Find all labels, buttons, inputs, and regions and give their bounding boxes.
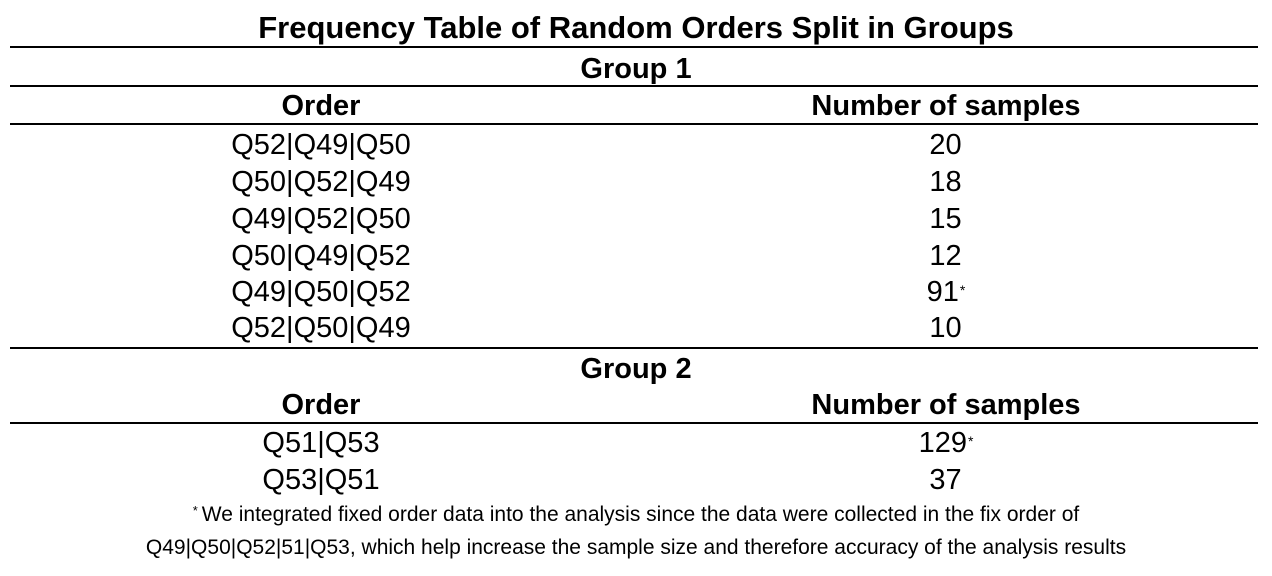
group-2-header-order: Order	[281, 389, 361, 421]
order-cell: Q50|Q52|Q49	[231, 166, 411, 198]
table-row	[0, 274, 1272, 311]
footnote-marker: *	[959, 282, 966, 298]
order-cell: Q49|Q52|Q50	[231, 203, 411, 235]
footnote-line-1: * We integrated fixed order data into the analysis since the data were collected in the fix order of	[192, 503, 1080, 526]
order-cell: Q49|Q50|Q52	[231, 276, 411, 308]
count-cell: 18	[929, 166, 962, 198]
count-cell: 20	[929, 129, 962, 161]
order-cell: Q53|Q51	[262, 464, 380, 496]
table-row	[0, 201, 1272, 238]
order-cell: Q51|Q53	[262, 427, 380, 459]
order-cell: Q52|Q50|Q49	[231, 312, 411, 344]
table-row	[0, 238, 1272, 275]
group-1-title-rule	[10, 85, 1258, 87]
order-cell: Q50|Q49|Q52	[231, 240, 411, 272]
count-cell: 15	[929, 203, 962, 235]
count-cell: 91*	[926, 276, 966, 308]
footnote-line-2: Q49|Q50|Q52|51|Q53, which help increase the sample size and therefore accuracy of the analysis results	[145, 536, 1127, 559]
table-row	[0, 310, 1272, 347]
table-title: Frequency Table of Random Orders Split in Groups	[258, 10, 1014, 45]
count-cell: 12	[929, 240, 962, 272]
group-1-header-count: Number of samples	[811, 90, 1081, 122]
table-row	[0, 164, 1272, 201]
group-2-header-count: Number of samples	[811, 389, 1081, 421]
title-rule	[10, 46, 1258, 48]
table-row	[0, 127, 1272, 164]
group-2-header-rule	[10, 422, 1258, 424]
table-row	[0, 462, 1272, 499]
group-1-header-rule	[10, 123, 1258, 125]
count-cell: 10	[929, 312, 962, 344]
count-cell: 37	[929, 464, 962, 496]
table-row	[0, 425, 1272, 462]
group-1-bottom-rule	[10, 347, 1258, 349]
order-cell: Q52|Q49|Q50	[231, 129, 411, 161]
group-1-title: Group 1	[580, 53, 692, 85]
group-2-title: Group 2	[580, 353, 692, 385]
group-1-header-order: Order	[281, 90, 361, 122]
footnote-marker: *	[967, 433, 974, 449]
footnote-mark: *	[192, 503, 198, 518]
count-cell: 129*	[918, 427, 974, 459]
